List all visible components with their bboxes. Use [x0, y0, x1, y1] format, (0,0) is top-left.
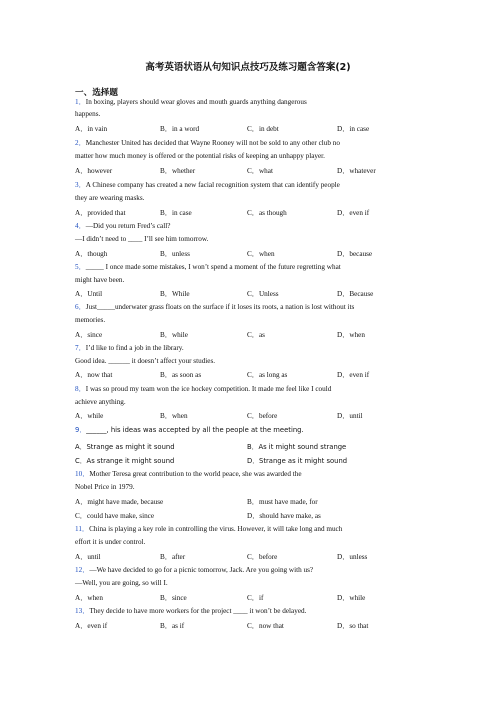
question-2 [75, 139, 340, 148]
option-a[interactable]: A．when [75, 594, 103, 602]
option-a[interactable]: A．provided that [75, 209, 126, 217]
option-a[interactable]: A．while [75, 412, 104, 420]
option-b[interactable]: B．While [160, 290, 190, 298]
option-b[interactable]: B．as if [160, 622, 185, 630]
option-d[interactable]: D．should have make, as [247, 512, 321, 520]
option-d[interactable]: D．so that [337, 622, 369, 630]
option-c[interactable]: C．as though [247, 209, 287, 217]
options-row [75, 441, 435, 450]
question-text-cont: they are wearing masks. [75, 194, 145, 202]
question-text: In boxing, players should wear gloves and mouth guards anything dangerous [85, 98, 307, 106]
question-text: ______, his ideas was accepted by all the people at the meeting. [86, 426, 304, 434]
question-11 [75, 525, 342, 534]
option-d[interactable]: D．Because [337, 290, 374, 298]
question-number: 5． [75, 263, 86, 271]
option-a[interactable]: A．however [75, 167, 113, 175]
page-title: 高考英语状语从句知识点技巧及练习题含答案(2) [145, 62, 351, 73]
question-6 [75, 303, 354, 312]
option-d[interactable]: D．in case [337, 125, 370, 133]
option-c[interactable]: C．could have make, since [75, 512, 155, 520]
option-d[interactable]: D．because [337, 250, 373, 258]
option-d[interactable]: D．even if [337, 371, 370, 379]
option-d[interactable]: D．whatever [337, 167, 376, 175]
question-number: 4． [75, 222, 86, 230]
option-b[interactable]: B．as soon as [160, 371, 202, 379]
option-c[interactable]: C．As strange it might sound [75, 457, 175, 465]
options-row [75, 289, 435, 298]
option-c[interactable]: C．in debt [247, 125, 279, 133]
option-c[interactable]: C．what [247, 167, 273, 175]
options-row [75, 124, 435, 133]
options-row [75, 455, 435, 464]
question-text: _____ I once made some mistakes, I won’t spend a moment of the future regretting what [85, 263, 341, 271]
question-text: Just_____underwater grass floats on the surface if it loses its roots, a nation is lost without its [85, 303, 355, 311]
option-b[interactable]: B．must have made, for [247, 498, 318, 506]
option-c[interactable]: C．when [247, 250, 275, 258]
question-text-cont: matter how much money is offered or the potential risks of keeping an unhappy player. [75, 152, 325, 160]
question-text-cont: might have been. [75, 276, 125, 284]
option-c[interactable]: C．before [247, 412, 278, 420]
question-text: I was so proud my team won the ice hockey competition. It made me feel like I could [85, 385, 332, 393]
option-b[interactable]: B．since [160, 594, 187, 602]
options-row [75, 370, 435, 379]
question-text-cont: memories. [75, 316, 106, 324]
option-a[interactable]: A．until [75, 553, 101, 561]
option-a[interactable]: A．even if [75, 622, 108, 630]
question-text: —We have decided to go for a picnic tomorrow, Jack. Are you going with us? [89, 566, 314, 574]
question-number: 1． [75, 98, 86, 106]
question-number: 10． [75, 470, 90, 478]
question-9 [75, 426, 304, 435]
option-b[interactable]: B．unless [160, 250, 190, 258]
option-b[interactable]: B．As it might sound strange [247, 443, 347, 451]
question-text-cont: —I didn’t need to ____ I’ll see him tomorrow. [75, 235, 209, 243]
question-8 [75, 385, 331, 394]
option-b[interactable]: B．when [160, 412, 188, 420]
question-text-cont: Good idea. ______ it doesn’t affect your studies. [75, 357, 216, 365]
question-number: 13． [75, 607, 90, 615]
option-b[interactable]: B．whether [160, 167, 196, 175]
question-7 [75, 344, 184, 353]
options-row [75, 249, 435, 258]
options-row [75, 208, 435, 217]
options-row [75, 330, 435, 339]
question-number: 8． [75, 385, 86, 393]
question-10 [75, 470, 302, 479]
option-a[interactable]: A．since [75, 331, 103, 339]
question-text-cont: achieve anything. [75, 398, 126, 406]
option-a[interactable]: A．in vain [75, 125, 108, 133]
question-text: Manchester United has decided that Wayne Rooney will not be sold to any other club no [85, 139, 340, 147]
question-text: Mother Teresa great contribution to the world peace, she was awarded the [89, 470, 302, 478]
question-number: 12． [75, 566, 90, 574]
question-text: I’d like to find a job in the library. [85, 344, 184, 352]
option-b[interactable]: B．while [160, 331, 188, 339]
option-b[interactable]: B．in case [160, 209, 192, 217]
option-a[interactable]: A．though [75, 250, 108, 258]
question-number: 7． [75, 344, 86, 352]
question-3 [75, 181, 340, 190]
question-number: 6． [75, 303, 86, 311]
option-c[interactable]: C．as long as [247, 371, 288, 379]
question-number: 11． [75, 525, 90, 533]
option-a[interactable]: A．might have made, because [75, 498, 164, 506]
options-row [75, 552, 435, 561]
options-row [75, 497, 435, 506]
option-d[interactable]: D．even if [337, 209, 370, 217]
options-row [75, 621, 435, 630]
option-d[interactable]: D．unless [337, 553, 368, 561]
option-d[interactable]: D．while [337, 594, 366, 602]
option-c[interactable]: C．if [247, 594, 264, 602]
option-a[interactable]: A．Strange as might it sound [75, 443, 175, 451]
option-b[interactable]: B．after [160, 553, 186, 561]
option-c[interactable]: C．Unless [247, 290, 279, 298]
options-row [75, 411, 435, 420]
section-heading: 一、选择题 [75, 88, 118, 98]
question-number: 2． [75, 139, 86, 147]
options-row [75, 166, 435, 175]
option-d[interactable]: D．Strange as it might sound [247, 457, 348, 465]
question-number: 9． [75, 426, 87, 434]
question-12 [75, 566, 313, 575]
question-text-cont: happens. [75, 110, 101, 118]
question-text-cont: —Well, you are going, so will I. [75, 579, 168, 587]
option-a[interactable]: A．now that [75, 371, 113, 379]
question-text-cont: Nobel Price in 1979. [75, 483, 135, 491]
question-13 [75, 607, 306, 616]
options-row [75, 511, 435, 520]
question-4 [75, 222, 170, 231]
question-text: —Did you return Fred’s call? [85, 222, 171, 230]
question-number: 3． [75, 181, 86, 189]
question-text-cont: effort it is under control. [75, 538, 146, 546]
option-a[interactable]: A．Until [75, 290, 103, 298]
question-text: A Chinese company has created a new facial recognition system that can identify people [85, 181, 340, 189]
option-d[interactable]: D．when [337, 331, 365, 339]
option-c[interactable]: C．before [247, 553, 278, 561]
option-c[interactable]: C．now that [247, 622, 284, 630]
option-c[interactable]: C．as [247, 331, 265, 339]
question-5 [75, 263, 341, 272]
options-row [75, 593, 435, 602]
option-b[interactable]: B．in a word [160, 125, 200, 133]
option-d[interactable]: D．until [337, 412, 363, 420]
question-1 [75, 98, 307, 107]
question-text: China is playing a key role in controlling the virus. However, it will take long and much [89, 525, 343, 533]
question-text: They decide to have more workers for the project ____ it won’t be delayed. [89, 607, 307, 615]
